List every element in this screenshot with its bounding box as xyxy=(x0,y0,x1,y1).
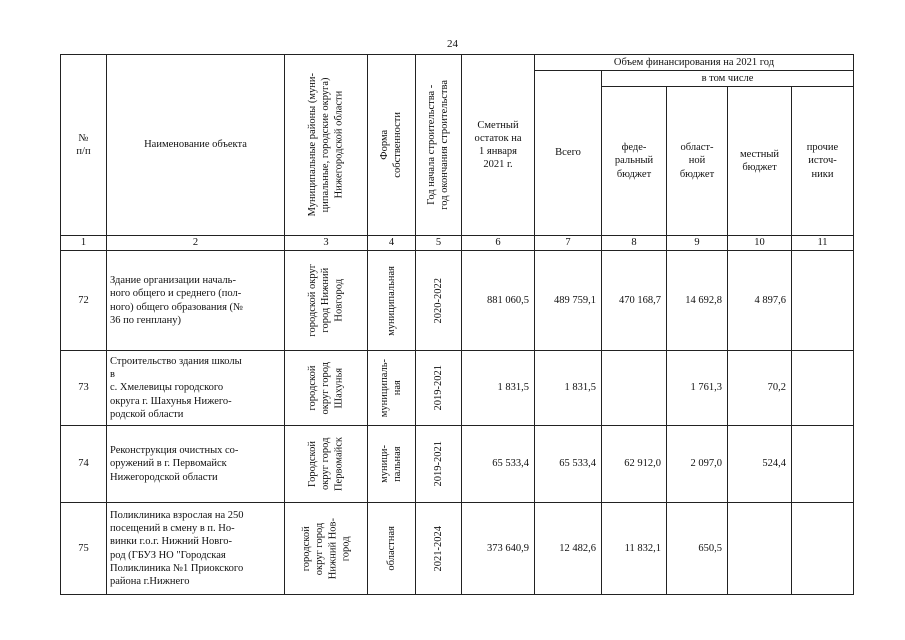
federal-budget: 470 168,7 xyxy=(602,251,667,351)
object-name: Строительство здания школы в с. Хмелевицы городского округа г. Шахунья Нижего- родской области xyxy=(107,351,285,426)
header-row-1 xyxy=(61,55,854,71)
district: Городской округ город Первомайск xyxy=(307,436,345,492)
header-years-text: Год начала строительства - год окончания строительства xyxy=(426,80,451,210)
total: 1 831,5 xyxy=(535,351,602,426)
years-cell xyxy=(416,351,462,426)
header-funding: Объем финансирования на 2021 год xyxy=(535,55,854,71)
balance: 1 831,5 xyxy=(462,351,535,426)
regional-budget: 650,5 xyxy=(667,503,728,595)
years: 2020-2022 xyxy=(432,277,444,324)
district-cell xyxy=(285,426,368,503)
federal-budget: 62 912,0 xyxy=(602,426,667,503)
table-row xyxy=(61,251,854,351)
years: 2019-2021 xyxy=(432,365,444,411)
header-including: в том числе xyxy=(602,71,854,87)
district-cell xyxy=(285,351,368,426)
local-budget: 70,2 xyxy=(728,351,792,426)
column-index: 1 xyxy=(61,236,107,251)
header-number: № п/п xyxy=(61,55,107,236)
header-years xyxy=(416,55,462,236)
local-budget: 4 897,6 xyxy=(728,251,792,351)
regional-budget: 14 692,8 xyxy=(667,251,728,351)
header-object-name: Наименование объекта xyxy=(107,55,285,236)
district: городской округ город Нижний Новгород xyxy=(307,264,345,337)
column-index: 6 xyxy=(462,236,535,251)
local-budget xyxy=(728,503,792,595)
district: городской округ город Шахунья xyxy=(307,361,345,415)
header-regional: област- ной бюджет xyxy=(667,87,728,236)
ownership: муниципальная xyxy=(385,265,397,336)
local-budget: 524,4 xyxy=(728,426,792,503)
column-index: 11 xyxy=(792,236,854,251)
header-ownership-text: Форма собственности xyxy=(379,112,404,178)
column-index-row xyxy=(61,236,854,251)
row-number: 75 xyxy=(61,503,107,595)
header-other: прочие источ- ники xyxy=(792,87,854,236)
table-row xyxy=(61,426,854,503)
row-number: 72 xyxy=(61,251,107,351)
total: 489 759,1 xyxy=(535,251,602,351)
ownership-cell xyxy=(368,351,416,426)
column-index: 3 xyxy=(285,236,368,251)
header-balance: Сметный остаток на 1 января 2021 г. xyxy=(462,55,535,236)
ownership-cell xyxy=(368,426,416,503)
header-ownership xyxy=(368,55,416,236)
header-federal: феде- ральный бюджет xyxy=(602,87,667,236)
column-index: 5 xyxy=(416,236,462,251)
regional-budget: 1 761,3 xyxy=(667,351,728,426)
financing-table xyxy=(60,54,854,595)
balance: 65 533,4 xyxy=(462,426,535,503)
other-sources xyxy=(792,351,854,426)
object-name: Здание организации началь- ного общего и среднего (пол- ного) общего образования (№ 36 по генплану) xyxy=(107,251,285,351)
column-index: 10 xyxy=(728,236,792,251)
regional-budget: 2 097,0 xyxy=(667,426,728,503)
balance: 881 060,5 xyxy=(462,251,535,351)
table-row xyxy=(61,351,854,426)
years-cell xyxy=(416,251,462,351)
federal-budget: 11 832,1 xyxy=(602,503,667,595)
years-cell xyxy=(416,426,462,503)
row-number: 74 xyxy=(61,426,107,503)
column-index: 8 xyxy=(602,236,667,251)
table-row xyxy=(61,503,854,595)
header-district xyxy=(285,55,368,236)
years-cell xyxy=(416,503,462,595)
district: городской округ город Нижний Нов- город xyxy=(300,517,352,580)
federal-budget xyxy=(602,351,667,426)
row-number: 73 xyxy=(61,351,107,426)
years: 2021-2024 xyxy=(432,525,444,572)
ownership: муниципаль- ная xyxy=(379,358,404,418)
ownership-cell xyxy=(368,251,416,351)
district-cell xyxy=(285,503,368,595)
page-number: 24 xyxy=(447,38,458,50)
balance: 373 640,9 xyxy=(462,503,535,595)
district-cell xyxy=(285,251,368,351)
years: 2019-2021 xyxy=(432,441,444,487)
other-sources xyxy=(792,426,854,503)
object-name: Реконструкция очистных со- оружений в г. Первомайск Нижегородской области xyxy=(107,426,285,503)
other-sources xyxy=(792,251,854,351)
ownership: муници- пальная xyxy=(379,445,404,483)
column-index: 2 xyxy=(107,236,285,251)
other-sources xyxy=(792,503,854,595)
ownership: областная xyxy=(385,526,397,571)
object-name: Поликлиника взрослая на 250 посещений в смену в п. Но- винки г.о.г. Нижний Новго- род (ГБУЗ НО "Городская Поликлиника №1 Приокского района г.Нижнего xyxy=(107,503,285,595)
column-index: 9 xyxy=(667,236,728,251)
column-index: 7 xyxy=(535,236,602,251)
header-local: местный бюджет xyxy=(728,87,792,236)
total: 12 482,6 xyxy=(535,503,602,595)
header-district-text: Муниципальные районы (муни- ципальные, городские округа) Нижегородской области xyxy=(307,73,345,217)
ownership-cell xyxy=(368,503,416,595)
column-index: 4 xyxy=(368,236,416,251)
total: 65 533,4 xyxy=(535,426,602,503)
header-total: Всего xyxy=(535,71,602,236)
